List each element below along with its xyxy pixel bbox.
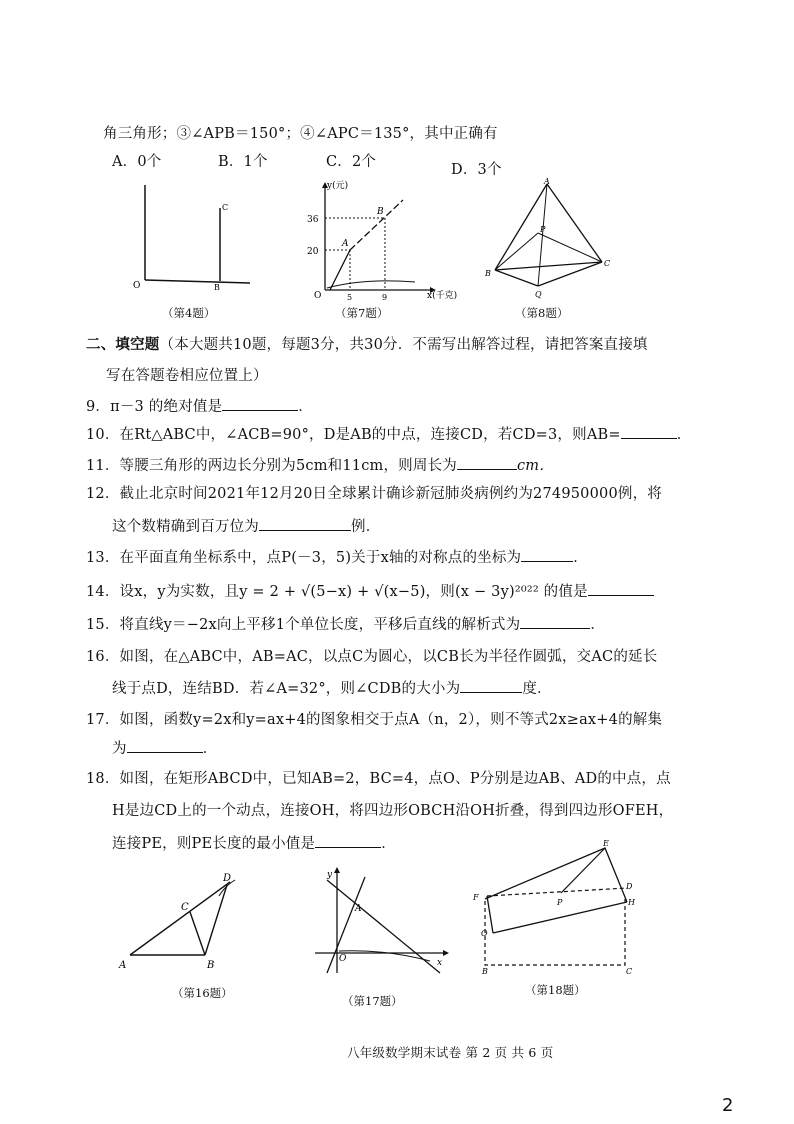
figure-q18 — [465, 836, 640, 976]
fig18-label-c: C — [626, 967, 633, 976]
q10-line — [86, 423, 691, 444]
fig7-label-o: O — [314, 291, 322, 301]
q14-answer-blank[interactable] — [588, 581, 654, 596]
q12-line2 — [112, 515, 380, 536]
q9-end: ． — [298, 399, 313, 415]
q16-end: 度． — [522, 681, 552, 697]
fig16-label-a: A — [119, 960, 127, 970]
q15-answer-blank[interactable] — [520, 614, 590, 629]
fig18-label-f: F — [473, 893, 479, 902]
q15-line — [86, 613, 605, 634]
q12-answer-blank[interactable] — [259, 516, 351, 531]
q13-end: ． — [573, 550, 588, 566]
page-footer: 八年级数学期末试卷 第 2 页 共 6 页 — [347, 1045, 554, 1060]
q18-line2: H是边CD上的一个动点，连接OH，将四边形OBCH沿OH折叠，得到四边形OFEH， — [112, 803, 674, 819]
q11-text: 11．等腰三角形的两边长分别为5cm和11cm，则周长为 — [86, 458, 457, 474]
q13-line — [86, 546, 588, 567]
q18-line3 — [112, 832, 396, 853]
q8-option-b: B．1个 — [218, 154, 268, 170]
q9-answer-blank[interactable] — [222, 396, 298, 411]
fig7-label-y1: 36 — [307, 215, 319, 225]
fig8-label-p: P — [540, 225, 546, 234]
q17-text: 为 — [112, 741, 127, 757]
q8-option-a: A．0个 — [112, 154, 162, 170]
figure-q17 — [305, 865, 455, 980]
q10-text: 10．在Rt△ABC中，∠ACB=90°，D是AB的中点，连接CD，若CD=3，则AB= — [86, 427, 621, 443]
fig4-label-o: O — [133, 281, 141, 291]
fig7-label-y2: 20 — [307, 247, 319, 257]
q18-text: 连接PE，则PE长度的最小值是 — [112, 836, 316, 852]
fig16-label-d: D — [223, 873, 232, 884]
q14-line — [86, 580, 654, 601]
caption-q16: （第16题） — [172, 986, 233, 1000]
fig17-label-x: x — [437, 958, 443, 968]
q11-end: cm． — [516, 458, 554, 474]
q13-text: 13．在平面直角坐标系中，点P(－3，5)关于x轴的对称点的坐标为 — [86, 550, 522, 566]
q9-text: 9．π－3 的绝对值是 — [86, 399, 223, 415]
q16-line1: 16．如图，在△ABC中，AB=AC，以点C为圆心，以CB长为半径作圆弧，交AC的延长 — [86, 649, 658, 665]
q12-line1: 12．截止北京时间2021年12月20日全球累计确诊新冠肺炎病例约为274950000例，将 — [86, 486, 662, 502]
fig18-label-d: D — [626, 882, 633, 891]
section2-title: 二、填空题 — [86, 336, 160, 353]
q8-option-c: C．2个 — [326, 154, 377, 170]
fig17-label-o: O — [339, 954, 347, 964]
q12-text: 这个数精确到百万位为 — [112, 519, 259, 535]
fig7-label-a: A — [342, 239, 349, 249]
caption-q17: （第17题） — [342, 994, 403, 1008]
q16-text: 线于点D，连结BD．若∠A=32°，则∠CDB的大小为 — [112, 681, 461, 697]
q18-end: ． — [381, 836, 396, 852]
q11-answer-blank[interactable] — [457, 455, 517, 470]
q11-line — [86, 454, 554, 475]
caption-q18: （第18题） — [525, 983, 586, 997]
fig4-label-b: B — [214, 283, 220, 292]
q8-option-d: D．3个 — [451, 162, 502, 178]
q18-answer-blank[interactable] — [315, 833, 381, 848]
q16-answer-blank[interactable] — [460, 678, 522, 693]
fig18-label-b: B — [482, 967, 488, 976]
fig18-label-e: E — [603, 839, 609, 848]
fig7-label-x2: 9 — [382, 293, 388, 302]
fig16-label-b: B — [207, 960, 215, 970]
fig17-label-a: A — [355, 904, 362, 914]
section2-desc1: （本大题共10题，每题3分，共30分．不需写出解答过程，请把答案直接填 — [159, 337, 648, 353]
fig7-label-y: y(元) — [327, 181, 349, 191]
figure-q7 — [305, 178, 475, 303]
fig18-label-o: O — [481, 929, 488, 938]
q16-line2 — [112, 677, 552, 698]
caption-q8: （第8题） — [515, 306, 569, 320]
fig18-label-p: P — [557, 898, 563, 907]
q14-text: 14．设x，y为实数，且y = 2 + √(5−x) + √(x−5)，则(x − 3y)²⁰²² 的值是 — [86, 584, 588, 600]
section2-heading — [86, 333, 648, 354]
q12-end: 例． — [351, 519, 381, 535]
q9-line — [86, 395, 313, 416]
q8-tail-text: 角三角形；③∠APB＝150°；④∠APC＝135°，其中正确有 — [103, 126, 498, 142]
q10-answer-blank[interactable] — [621, 424, 677, 439]
fig7-label-b: B — [377, 207, 384, 217]
q17-answer-blank[interactable] — [127, 738, 203, 753]
q17-line2 — [112, 737, 217, 758]
fig7-label-x1: 5 — [347, 293, 353, 302]
q17-line1: 17．如图，函数y=2x和y=ax+4的图象相交于点A（n，2），则不等式2x≥ax+4的解集 — [86, 712, 663, 728]
q13-answer-blank[interactable] — [521, 547, 573, 562]
figure-q16 — [115, 870, 265, 970]
fig17-label-y: y — [327, 870, 333, 880]
q18-line1: 18．如图，在矩形ABCD中，已知AB=2，BC=4，点O、P分别是边AB、AD的中点，点 — [86, 771, 671, 787]
fig18-label-h: H — [628, 898, 635, 907]
figure-q8 — [480, 178, 620, 303]
q10-end: ． — [676, 427, 692, 443]
section2-desc2: 写在答题卷相应位置上） — [106, 368, 268, 384]
q17-end: ． — [202, 741, 218, 757]
fig4-label-c: C — [222, 203, 229, 212]
figure-q4 — [125, 180, 255, 300]
fig8-label-b: B — [485, 269, 491, 278]
fig8-label-q: Q — [535, 290, 542, 299]
fig7-label-x: x(千克) — [427, 291, 458, 301]
caption-q7: （第7题） — [335, 306, 389, 320]
caption-q4: （第4题） — [162, 306, 216, 320]
q15-text: 15．将直线y＝−2x向上平移1个单位长度，平移后直线的解析式为 — [86, 617, 521, 633]
fig16-label-c: C — [181, 902, 189, 913]
page-number: 2 — [722, 1095, 734, 1116]
q15-end: ． — [590, 617, 606, 633]
fig8-label-a: A — [544, 178, 550, 186]
fig8-label-c: C — [604, 259, 611, 268]
